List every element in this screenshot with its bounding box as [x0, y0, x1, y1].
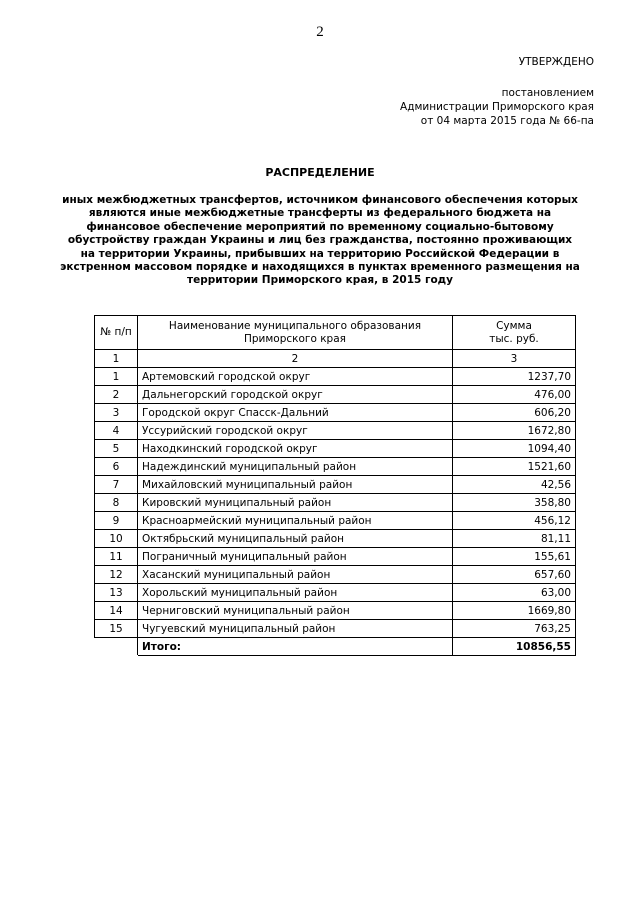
- row-number: 15: [95, 620, 138, 638]
- row-sum: 358,80: [453, 494, 576, 512]
- row-name: Надеждинский муниципальный район: [138, 458, 453, 476]
- row-number: 1: [95, 368, 138, 386]
- total-label: Итого:: [138, 638, 453, 656]
- row-sum: 1672,80: [453, 422, 576, 440]
- table-row: [95, 530, 576, 548]
- row-number: 13: [95, 584, 138, 602]
- row-sum: 42,56: [453, 476, 576, 494]
- row-name: Михайловский муниципальный район: [138, 476, 453, 494]
- row-name: Уссурийский городской округ: [138, 422, 453, 440]
- row-sum: 606,20: [453, 404, 576, 422]
- page-number: 2: [316, 24, 324, 40]
- header-sum-line: Сумма: [496, 319, 532, 332]
- table-row: [95, 440, 576, 458]
- column-index: 2: [138, 350, 453, 368]
- row-name: Находкинский городской округ: [138, 440, 453, 458]
- row-name: Хорольский муниципальный район: [138, 584, 453, 602]
- row-name: Дальнегорский городской округ: [138, 386, 453, 404]
- row-number: 6: [95, 458, 138, 476]
- row-sum: 456,12: [453, 512, 576, 530]
- table-row: [95, 548, 576, 566]
- table-row: [95, 584, 576, 602]
- table-row: [95, 386, 576, 404]
- header-name-line: Наименование муниципального образования: [168, 319, 422, 332]
- row-number: 2: [95, 386, 138, 404]
- row-number: 4: [95, 422, 138, 440]
- row-number: 7: [95, 476, 138, 494]
- total-sum: 10856,55: [453, 638, 576, 656]
- row-sum: 1237,70: [453, 368, 576, 386]
- column-index-row: [95, 350, 576, 368]
- table-row: [95, 494, 576, 512]
- header-num: № п/п: [95, 316, 138, 350]
- table-row: [95, 458, 576, 476]
- document-subtitle: иных межбюджетных трансфертов, источником финансового обеспечения которых являются иные межбюджетные трансферты из федерального бюджета на финансовое обеспечение мероприятий по временному социально-бытовому обустройству граждан Украины и лиц без гражданства, постоянно проживающих на территории Украины, прибывших на территорию Российской Федерации в экстренном массовом порядке и находящихся в пунктах временного размещения на территории Приморского края, в 2015 году: [60, 194, 580, 287]
- header-name: [138, 316, 453, 350]
- approval-title: УТВЕРЖДЕНО: [518, 56, 594, 68]
- column-index: 3: [453, 350, 576, 368]
- row-name: Артемовский городской округ: [138, 368, 453, 386]
- row-name: Красноармейский муниципальный район: [138, 512, 453, 530]
- row-name: Городской округ Спасск-Дальний: [138, 404, 453, 422]
- row-number: 12: [95, 566, 138, 584]
- row-number: 14: [95, 602, 138, 620]
- row-number: 8: [95, 494, 138, 512]
- header-sum-line: тыс. руб.: [489, 332, 539, 345]
- row-name: Черниговский муниципальный район: [138, 602, 453, 620]
- total-row: [95, 638, 576, 656]
- column-index: 1: [95, 350, 138, 368]
- approval-line: Администрации Приморского края: [400, 101, 594, 113]
- row-number: 3: [95, 404, 138, 422]
- row-name: Хасанский муниципальный район: [138, 566, 453, 584]
- table-row: [95, 602, 576, 620]
- row-sum: 763,25: [453, 620, 576, 638]
- row-number: 10: [95, 530, 138, 548]
- row-sum: 155,61: [453, 548, 576, 566]
- header-name-line: Приморского края: [244, 332, 346, 345]
- row-name: Кировский муниципальный район: [138, 494, 453, 512]
- row-sum: 1094,40: [453, 440, 576, 458]
- approval-block: [400, 86, 594, 128]
- table-row: [95, 476, 576, 494]
- header-sum: [453, 316, 576, 350]
- row-number: 9: [95, 512, 138, 530]
- table-row: [95, 512, 576, 530]
- table-row: [95, 566, 576, 584]
- row-name: Чугуевский муниципальный район: [138, 620, 453, 638]
- table-row: [95, 422, 576, 440]
- table-body: [95, 368, 576, 638]
- approval-line: от 04 марта 2015 года № 66-па: [420, 115, 594, 127]
- row-sum: 81,11: [453, 530, 576, 548]
- table-row: [95, 368, 576, 386]
- row-number: 5: [95, 440, 138, 458]
- row-number: 11: [95, 548, 138, 566]
- table-header-row: [95, 316, 576, 350]
- row-sum: 476,00: [453, 386, 576, 404]
- row-name: Пограничный муниципальный район: [138, 548, 453, 566]
- row-name: Октябрьский муниципальный район: [138, 530, 453, 548]
- table-row: [95, 404, 576, 422]
- approval-line: постановлением: [501, 87, 594, 99]
- row-sum: 657,60: [453, 566, 576, 584]
- row-sum: 63,00: [453, 584, 576, 602]
- total-empty-cell: [95, 638, 138, 656]
- row-sum: 1669,80: [453, 602, 576, 620]
- document-title: РАСПРЕДЕЛЕНИЕ: [265, 166, 375, 179]
- row-sum: 1521,60: [453, 458, 576, 476]
- table-row: [95, 620, 576, 638]
- distribution-table: [94, 315, 576, 656]
